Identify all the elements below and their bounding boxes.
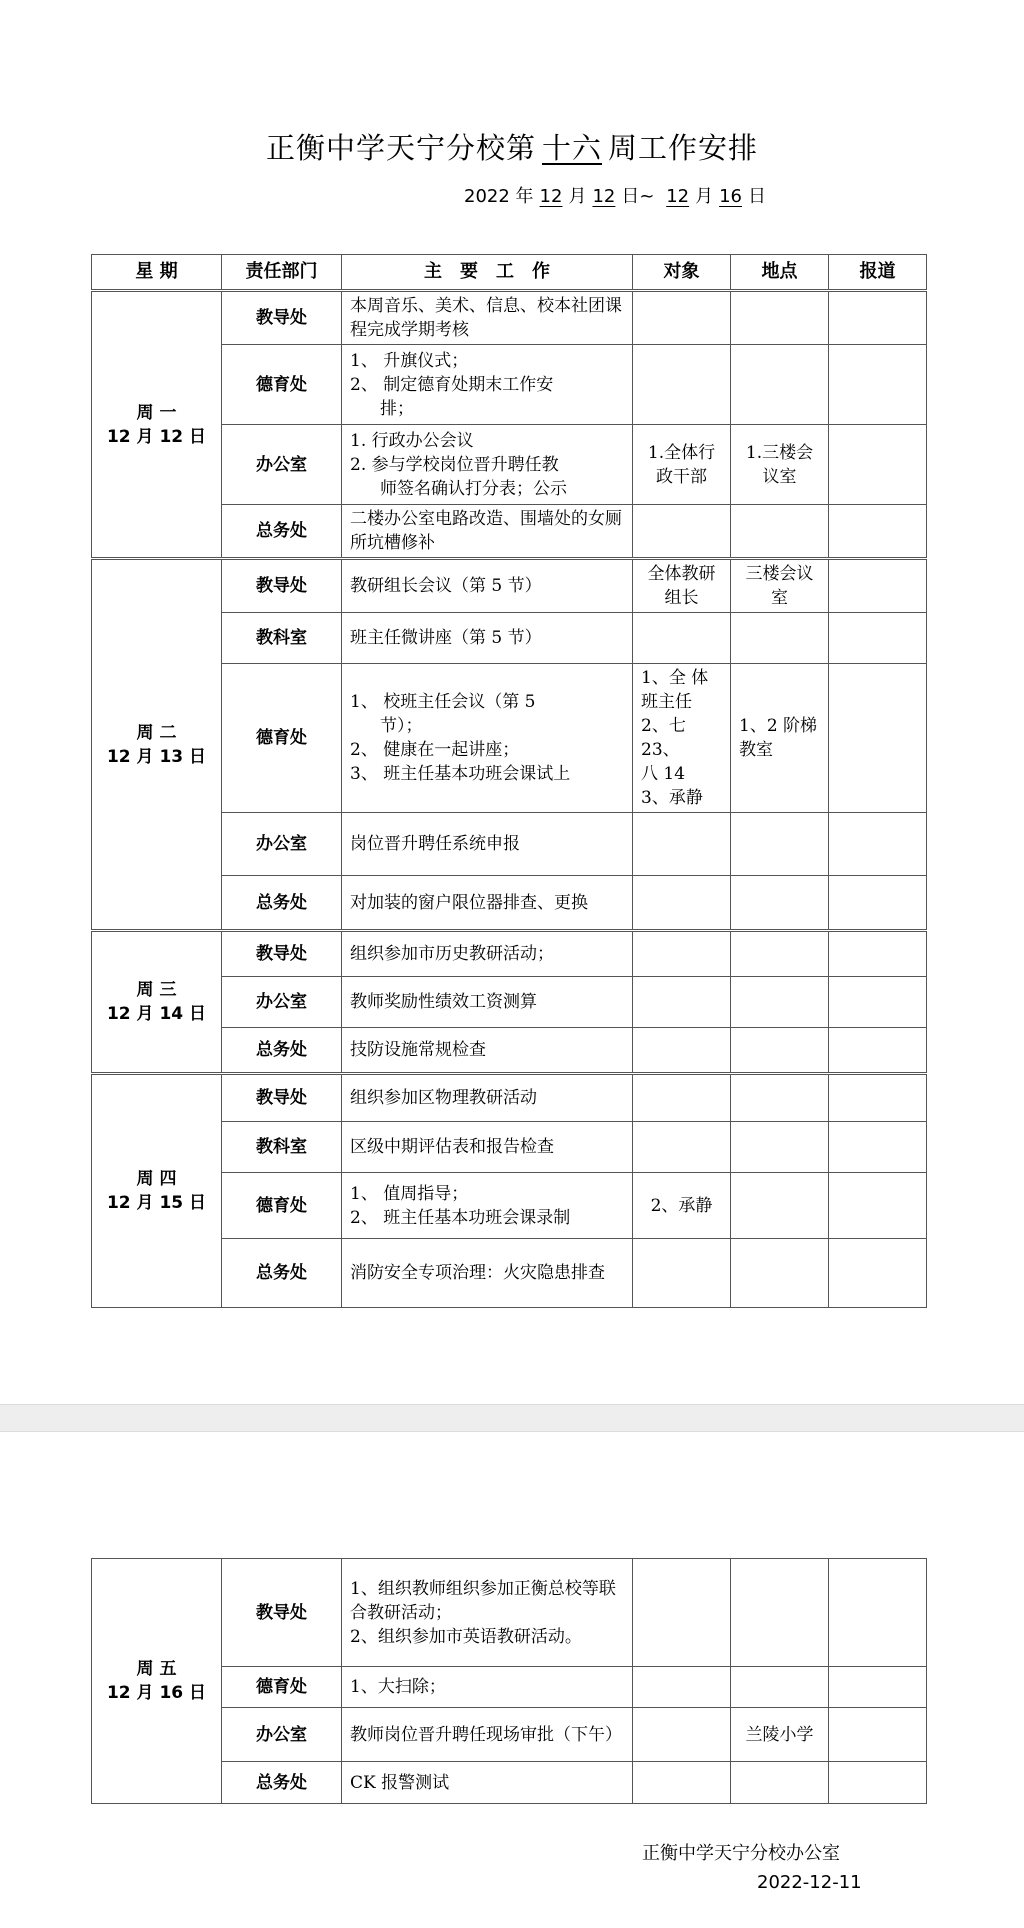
target-cell: 全体教研组长 bbox=[633, 559, 731, 613]
report-cell bbox=[829, 1173, 927, 1239]
report-cell bbox=[829, 345, 927, 425]
header-location: 地点 bbox=[731, 255, 829, 291]
work-cell: 班主任微讲座（第 5 节） bbox=[342, 613, 633, 664]
location-cell bbox=[731, 291, 829, 345]
location-cell bbox=[731, 1028, 829, 1074]
location-cell bbox=[731, 1122, 829, 1173]
report-cell bbox=[829, 977, 927, 1028]
schedule-table bbox=[91, 254, 927, 1308]
location-cell bbox=[731, 1762, 829, 1804]
report-cell bbox=[829, 291, 927, 345]
week-number: 十六 bbox=[541, 131, 602, 165]
dept-cell: 教科室 bbox=[222, 613, 342, 664]
work-cell: 组织参加市历史教研活动； bbox=[342, 931, 633, 977]
work-cell: 1、 值周指导； 2、 班主任基本功班会课录制 bbox=[342, 1173, 633, 1239]
location-cell: 三楼会议室 bbox=[731, 559, 829, 613]
target-cell bbox=[633, 876, 731, 931]
target-cell: 1、全 体 班主任 2、七23、 八 14 3、承静 bbox=[633, 664, 731, 813]
location-cell: 1、2 阶梯教室 bbox=[731, 664, 829, 813]
work-cell: 教师岗位晋升聘任现场审批（下午） bbox=[342, 1708, 633, 1762]
day-cell: 周 三 12 月 14 日 bbox=[92, 931, 222, 1074]
work-cell: 二楼办公室电路改造、围墙处的女厕所坑槽修补 bbox=[342, 505, 633, 559]
work-cell: 1. 行政办公会议 2. 参与学校岗位晋升聘任教 师签名确认打分表；公示 bbox=[342, 425, 633, 505]
location-cell bbox=[731, 1239, 829, 1308]
dept-cell: 总务处 bbox=[222, 1239, 342, 1308]
dept-cell: 总务处 bbox=[222, 1762, 342, 1804]
work-cell: 技防设施常规检查 bbox=[342, 1028, 633, 1074]
location-cell bbox=[731, 876, 829, 931]
report-cell bbox=[829, 1074, 927, 1122]
work-cell: 教研组长会议（第 5 节） bbox=[342, 559, 633, 613]
dept-cell: 办公室 bbox=[222, 813, 342, 876]
report-cell bbox=[829, 1762, 927, 1804]
target-cell bbox=[633, 1667, 731, 1708]
day-cell: 周 五 12 月 16 日 bbox=[92, 1559, 222, 1804]
report-cell bbox=[829, 1667, 927, 1708]
location-cell bbox=[731, 1559, 829, 1667]
report-cell bbox=[829, 1239, 927, 1308]
dept-cell: 办公室 bbox=[222, 1708, 342, 1762]
dept-cell: 办公室 bbox=[222, 425, 342, 505]
target-cell bbox=[633, 505, 731, 559]
issue-date: 2022-12-11 bbox=[757, 1872, 862, 1893]
dept-cell: 总务处 bbox=[222, 1028, 342, 1074]
location-cell bbox=[731, 1074, 829, 1122]
work-cell: 对加装的窗户限位器排查、更换 bbox=[342, 876, 633, 931]
target-cell bbox=[633, 613, 731, 664]
location-cell bbox=[731, 813, 829, 876]
report-cell bbox=[829, 1559, 927, 1667]
dept-cell: 总务处 bbox=[222, 876, 342, 931]
location-cell bbox=[731, 613, 829, 664]
work-cell: 教师奖励性绩效工资测算 bbox=[342, 977, 633, 1028]
location-cell bbox=[731, 977, 829, 1028]
target-cell bbox=[633, 813, 731, 876]
work-cell: 区级中期评估表和报告检查 bbox=[342, 1122, 633, 1173]
page-2 bbox=[0, 1432, 1024, 1928]
report-cell bbox=[829, 664, 927, 813]
table-row bbox=[92, 559, 927, 613]
report-cell bbox=[829, 613, 927, 664]
header-day: 星 期 bbox=[92, 255, 222, 291]
location-cell bbox=[731, 931, 829, 977]
location-cell bbox=[731, 1173, 829, 1239]
date-range: 2022 年 12 月 12 日~ 12 月 16 日 bbox=[464, 186, 766, 207]
location-cell bbox=[731, 1667, 829, 1708]
work-cell: 1、组织教师组织参加正衡总校等联合教研活动； 2、组织参加市英语教研活动。 bbox=[342, 1559, 633, 1667]
report-cell bbox=[829, 1028, 927, 1074]
report-cell bbox=[829, 931, 927, 977]
dept-cell: 教科室 bbox=[222, 1122, 342, 1173]
report-cell bbox=[829, 425, 927, 505]
header-dept: 责任部门 bbox=[222, 255, 342, 291]
table-header-row bbox=[92, 255, 927, 291]
header-work: 主 要 工 作 bbox=[342, 255, 633, 291]
work-cell: 1、 升旗仪式； 2、 制定德育处期末工作安 排； bbox=[342, 345, 633, 425]
page-break bbox=[0, 1404, 1024, 1432]
day-cell: 周 二 12 月 13 日 bbox=[92, 559, 222, 931]
target-cell bbox=[633, 345, 731, 425]
dept-cell: 德育处 bbox=[222, 1173, 342, 1239]
dept-cell: 教导处 bbox=[222, 1074, 342, 1122]
page-title: 正衡中学天宁分校第 十六 周工作安排 bbox=[265, 131, 759, 165]
target-cell bbox=[633, 1762, 731, 1804]
work-cell: 消防安全专项治理：火灾隐患排查 bbox=[342, 1239, 633, 1308]
dept-cell: 德育处 bbox=[222, 1667, 342, 1708]
dept-cell: 办公室 bbox=[222, 977, 342, 1028]
dept-cell: 教导处 bbox=[222, 931, 342, 977]
target-cell bbox=[633, 1559, 731, 1667]
work-cell: 本周音乐、美术、信息、校本社团课程完成学期考核 bbox=[342, 291, 633, 345]
day-cell: 周 四 12 月 15 日 bbox=[92, 1074, 222, 1308]
report-cell bbox=[829, 505, 927, 559]
table-row bbox=[92, 1559, 927, 1667]
dept-cell: 总务处 bbox=[222, 505, 342, 559]
dept-cell: 教导处 bbox=[222, 291, 342, 345]
dept-cell: 教导处 bbox=[222, 559, 342, 613]
dept-cell: 德育处 bbox=[222, 345, 342, 425]
target-cell bbox=[633, 1028, 731, 1074]
location-cell: 1.三楼会议室 bbox=[731, 425, 829, 505]
report-cell bbox=[829, 1122, 927, 1173]
table-row bbox=[92, 291, 927, 345]
dept-cell: 教导处 bbox=[222, 1559, 342, 1667]
location-cell bbox=[731, 505, 829, 559]
report-cell bbox=[829, 813, 927, 876]
location-cell: 兰陵小学 bbox=[731, 1708, 829, 1762]
work-cell: 1、大扫除； bbox=[342, 1667, 633, 1708]
work-cell: 1、 校班主任会议（第 5 节）； 2、 健康在一起讲座； 3、 班主任基本功班会课试上 bbox=[342, 664, 633, 813]
table-row bbox=[92, 931, 927, 977]
dept-cell: 德育处 bbox=[222, 664, 342, 813]
target-cell bbox=[633, 1708, 731, 1762]
target-cell: 1.全体行政干部 bbox=[633, 425, 731, 505]
target-cell bbox=[633, 931, 731, 977]
location-cell bbox=[731, 345, 829, 425]
report-cell bbox=[829, 876, 927, 931]
target-cell bbox=[633, 1239, 731, 1308]
target-cell bbox=[633, 1122, 731, 1173]
work-cell: 岗位晋升聘任系统申报 bbox=[342, 813, 633, 876]
work-cell: CK 报警测试 bbox=[342, 1762, 633, 1804]
table-row bbox=[92, 1074, 927, 1122]
day-cell: 周 一 12 月 12 日 bbox=[92, 291, 222, 559]
header-target: 对象 bbox=[633, 255, 731, 291]
target-cell bbox=[633, 977, 731, 1028]
target-cell bbox=[633, 1074, 731, 1122]
issuing-office: 正衡中学天宁分校办公室 bbox=[642, 1843, 840, 1864]
report-cell bbox=[829, 1708, 927, 1762]
target-cell: 2、承静 bbox=[633, 1173, 731, 1239]
header-report: 报道 bbox=[829, 255, 927, 291]
schedule-table-continued bbox=[91, 1558, 927, 1804]
target-cell bbox=[633, 291, 731, 345]
work-cell: 组织参加区物理教研活动 bbox=[342, 1074, 633, 1122]
report-cell bbox=[829, 559, 927, 613]
